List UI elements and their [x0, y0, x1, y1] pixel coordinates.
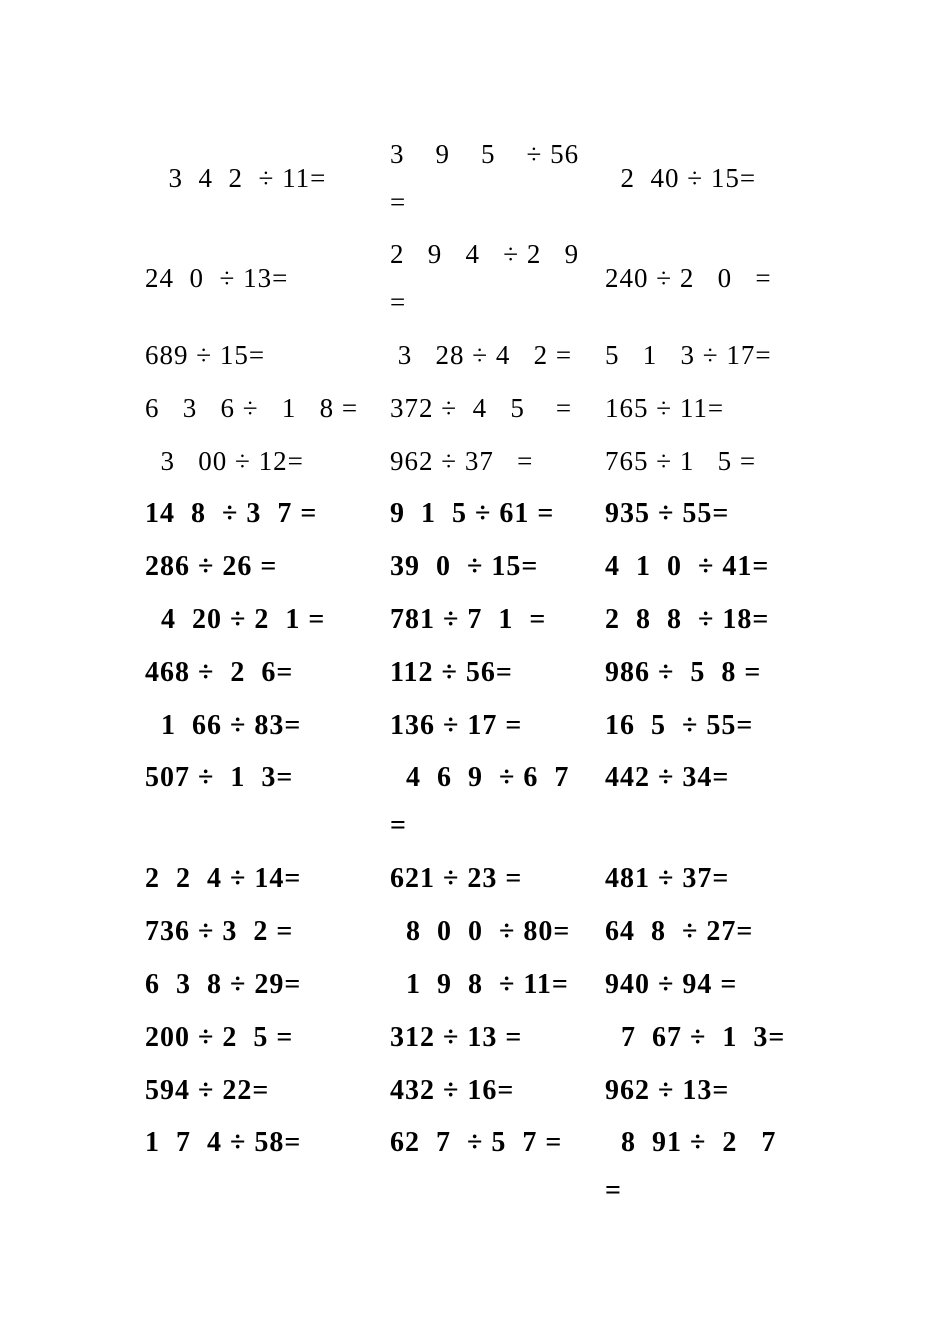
problem-row — [145, 540, 805, 593]
problem: 24 0 ÷ 13= — [145, 263, 289, 293]
problem-row — [145, 434, 805, 487]
problem: 689 ÷ 15= — [145, 339, 266, 370]
problem: 468 ÷ 2 6= — [145, 656, 294, 688]
problem: 39 0 ÷ 15= — [390, 550, 539, 582]
problem-row — [145, 228, 805, 328]
problem-row — [145, 852, 805, 905]
problem: 2 2 4 ÷ 14= — [145, 862, 302, 894]
problem: 962 ÷ 13= — [605, 1074, 730, 1106]
problem: 1 7 4 ÷ 58= — [145, 1127, 302, 1158]
problem: 507 ÷ 1 3= — [145, 762, 294, 793]
problem: 481 ÷ 37= — [605, 862, 730, 894]
problem: 2 40 ÷ 15= — [605, 163, 757, 193]
problem: 765 ÷ 1 5 = — [605, 445, 757, 476]
problem: 372 ÷ 4 5 = — [390, 392, 573, 423]
problem: 62 7 ÷ 5 7 = — [390, 1127, 563, 1158]
problem: 935 ÷ 55= — [605, 497, 730, 529]
problem: 7 67 ÷ 1 3= — [605, 1021, 786, 1053]
problem: 2 8 8 ÷ 18= — [605, 603, 770, 635]
problem: 136 ÷ 17 = — [390, 709, 523, 741]
problem: 962 ÷ 37 = — [390, 445, 534, 476]
problem: 432 ÷ 16= — [390, 1074, 515, 1106]
problem: 200 ÷ 2 5 = — [145, 1021, 294, 1053]
problem: 781 ÷ 7 1 = — [390, 603, 547, 635]
problem: 286 ÷ 26 = — [145, 550, 278, 582]
problem: 4 6 9 ÷ 6 7 = — [390, 762, 570, 841]
problem-row — [145, 905, 805, 958]
problem: 1 66 ÷ 83= — [145, 709, 302, 741]
problem: 2 9 4 ÷ 2 9 = — [390, 239, 580, 317]
problem: 6 3 6 ÷ 1 8 = — [145, 392, 359, 423]
problem: 112 ÷ 56= — [390, 656, 513, 688]
problem: 6 3 8 ÷ 29= — [145, 968, 302, 1000]
problem: 594 ÷ 22= — [145, 1074, 270, 1106]
problem: 14 8 ÷ 3 7 = — [145, 497, 318, 529]
problem: 621 ÷ 23 = — [390, 862, 523, 894]
problem-row — [145, 646, 805, 699]
problem: 1 9 8 ÷ 11= — [390, 968, 569, 1000]
problem: 736 ÷ 3 2 = — [145, 915, 294, 947]
problem-row — [145, 381, 805, 434]
problem-row — [145, 128, 805, 228]
problem: 3 28 ÷ 4 2 = — [390, 339, 573, 370]
problem: 3 00 ÷ 12= — [145, 445, 304, 476]
problem: 4 1 0 ÷ 41= — [605, 550, 770, 582]
problem: 16 5 ÷ 55= — [605, 709, 754, 741]
problem: 3 4 2 ÷ 11= — [153, 163, 327, 193]
problem-row — [145, 487, 805, 540]
problem: 165 ÷ 11= — [605, 392, 725, 423]
problem-row — [145, 1117, 805, 1217]
problem-row — [145, 1064, 805, 1117]
problem: 312 ÷ 13 = — [390, 1021, 523, 1053]
problem-row — [145, 1011, 805, 1064]
problem: 64 8 ÷ 27= — [605, 915, 754, 947]
problem: 8 91 ÷ 2 7 = — [605, 1127, 777, 1206]
problem-row — [145, 593, 805, 646]
problem: 240 ÷ 2 0 = — [605, 263, 772, 293]
problem-row — [145, 752, 805, 852]
problem-row — [145, 328, 805, 381]
problem-row — [145, 699, 805, 752]
problem: 442 ÷ 34= — [605, 762, 730, 793]
problem: 3 9 5 ÷ 56 = — [390, 139, 580, 217]
problem: 9 1 5 ÷ 61 = — [390, 497, 555, 529]
problem-row — [145, 958, 805, 1011]
worksheet — [145, 128, 805, 1217]
problem: 940 ÷ 94 = — [605, 968, 738, 1000]
problem: 4 20 ÷ 2 1 = — [145, 603, 326, 635]
problem: 5 1 3 ÷ 17= — [605, 339, 772, 370]
problem: 986 ÷ 5 8 = — [605, 656, 762, 688]
problem: 8 0 0 ÷ 80= — [390, 915, 571, 947]
